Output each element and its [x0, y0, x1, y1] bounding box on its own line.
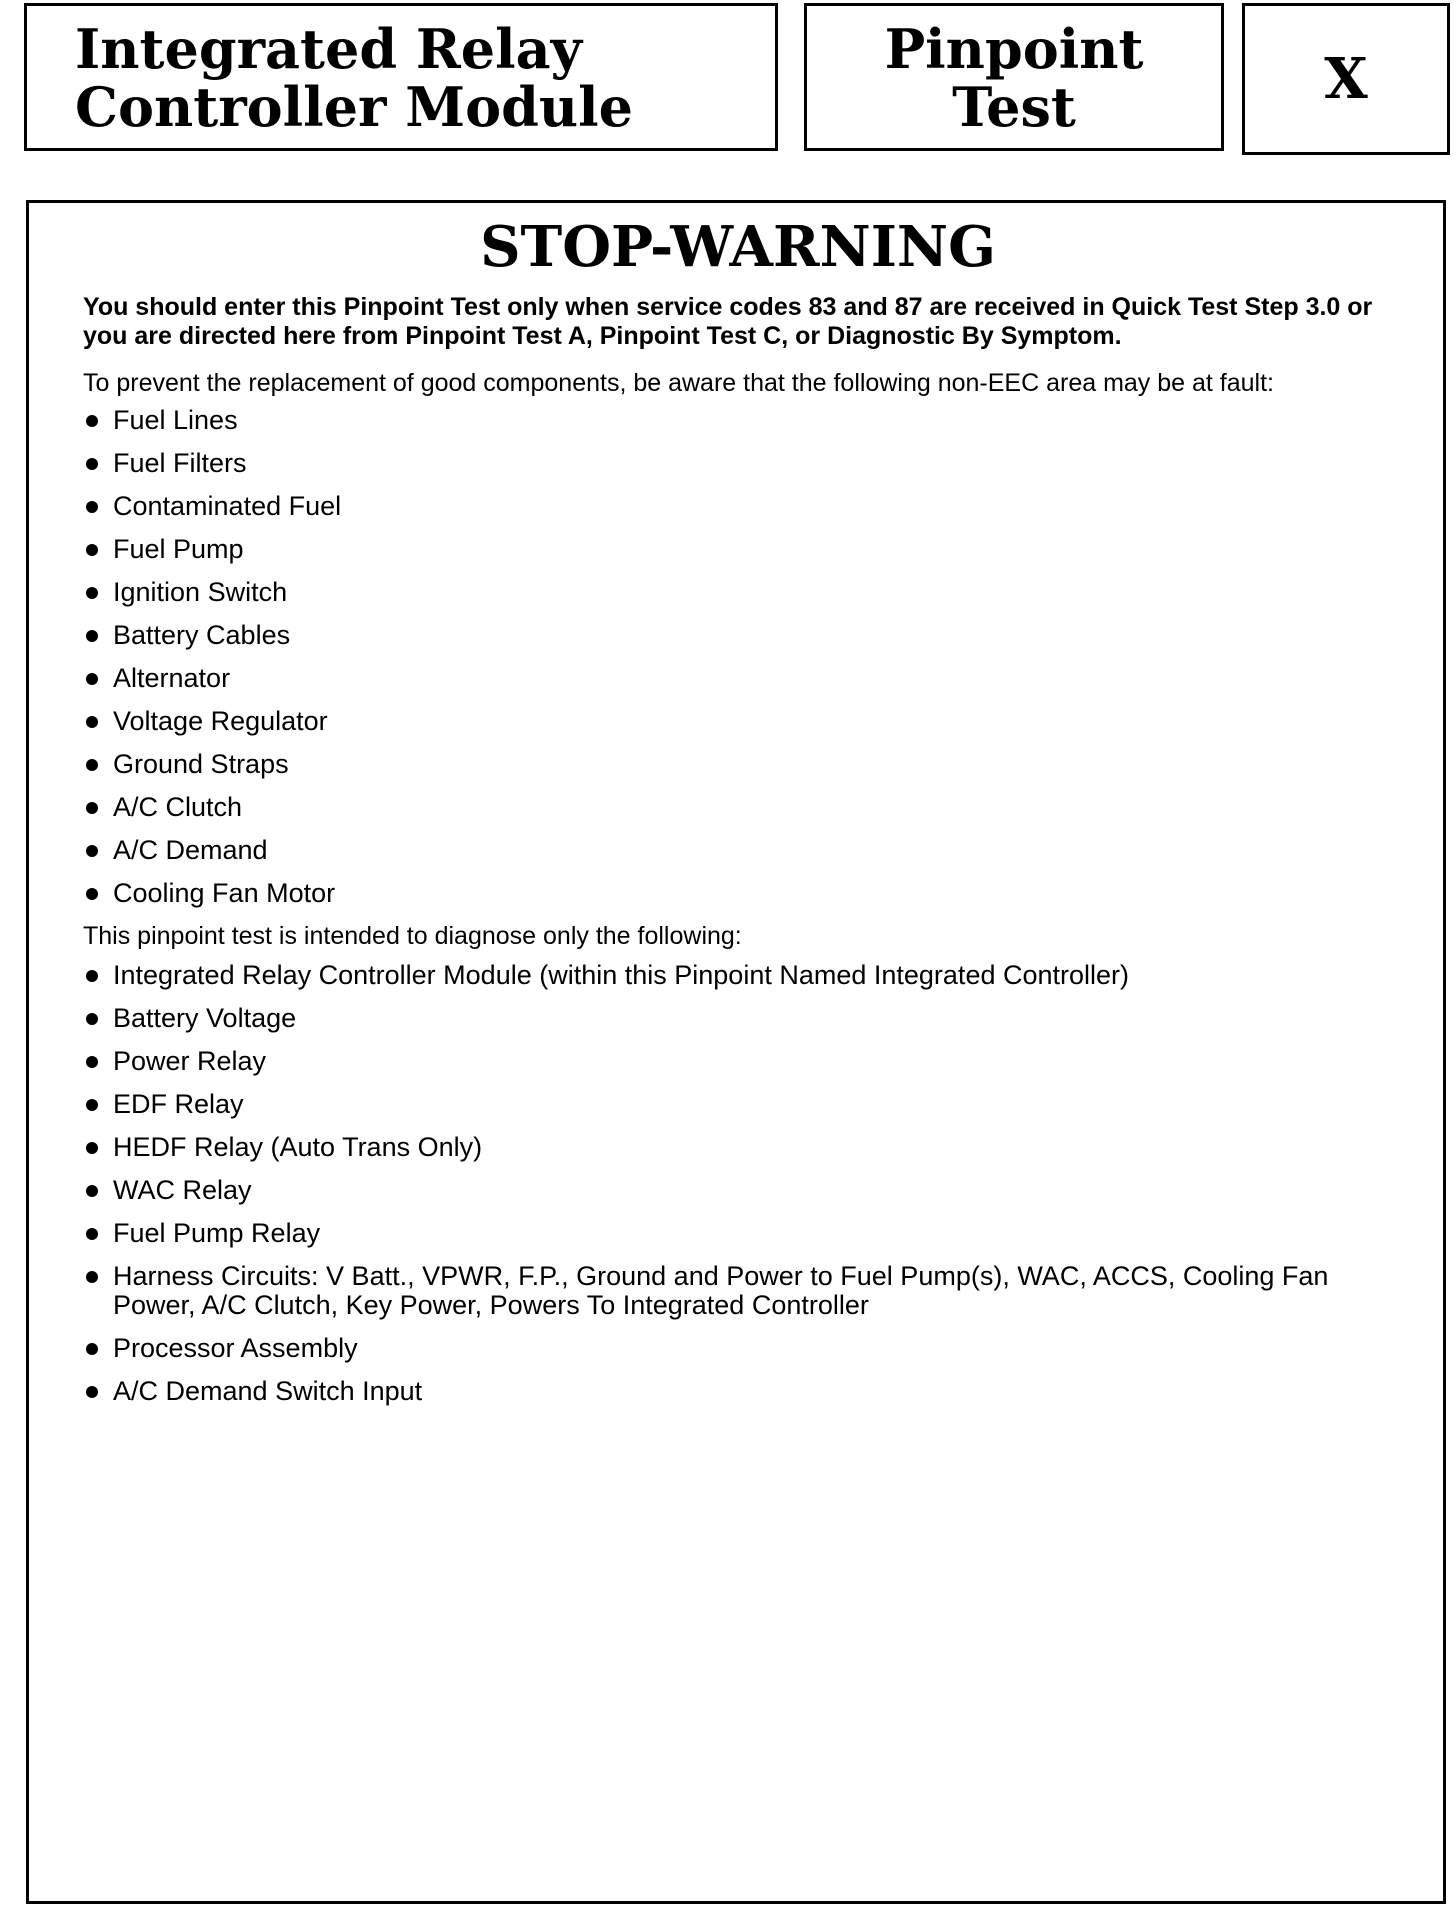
warning-heading: STOP-WARNING	[480, 214, 996, 280]
list-item: Processor Assembly	[83, 1334, 1393, 1363]
list-item: Ground Straps	[83, 750, 1393, 779]
list-item: Integrated Relay Controller Module (within this Pinpoint Named Integrated Controller)	[83, 961, 1393, 990]
diagnose-text: This pinpoint test is intended to diagnose only the following:	[83, 922, 742, 950]
list-item: Ignition Switch	[83, 578, 1393, 607]
list-item: Fuel Pump	[83, 535, 1393, 564]
module-title-box	[24, 3, 778, 151]
list-item: Fuel Pump Relay	[83, 1219, 1393, 1248]
list-item: A/C Demand	[83, 836, 1393, 865]
module-title-line2: Controller Module	[75, 75, 633, 139]
prevent-text: To prevent the replacement of good components, be aware that the following non-EEC area may be at fault:	[83, 369, 1274, 397]
list-item: HEDF Relay (Auto Trans Only)	[83, 1133, 1393, 1162]
test-letter: X	[1324, 46, 1368, 112]
list-item: EDF Relay	[83, 1090, 1393, 1119]
module-title-line1: Integrated Relay	[75, 17, 582, 81]
list-item: Cooling Fan Motor	[83, 879, 1393, 908]
intro-text: You should enter this Pinpoint Test only when service codes 83 and 87 are received in Quick Test Step 3.0 or you are directed here from Pinpoint Test A, Pinpoint Test C, or Diagnostic By Symptom.	[83, 293, 1373, 350]
list-item: Fuel Lines	[83, 406, 1393, 435]
list-item: Power Relay	[83, 1047, 1393, 1076]
list-item: Contaminated Fuel	[83, 492, 1393, 521]
test-type-line2: Test	[952, 75, 1076, 139]
list-item: Battery Voltage	[83, 1004, 1393, 1033]
test-type-box	[804, 3, 1224, 151]
fault-list	[83, 406, 1393, 908]
diagnose-list	[83, 961, 1393, 1406]
test-type-line1: Pinpoint	[884, 17, 1144, 81]
test-letter-box	[1242, 3, 1450, 155]
list-item: Battery Cables	[83, 621, 1393, 650]
list-item: Harness Circuits: V Batt., VPWR, F.P., Ground and Power to Fuel Pump(s), WAC, ACCS, Cooling Fan Power, A/C Clutch, Key Power, Powers To Integrated Controller	[83, 1262, 1393, 1320]
warning-panel	[26, 200, 1446, 1904]
list-item: Fuel Filters	[83, 449, 1393, 478]
list-item: A/C Demand Switch Input	[83, 1377, 1393, 1406]
list-item: Alternator	[83, 664, 1393, 693]
list-item: A/C Clutch	[83, 793, 1393, 822]
list-item: WAC Relay	[83, 1176, 1393, 1205]
list-item: Voltage Regulator	[83, 707, 1393, 736]
